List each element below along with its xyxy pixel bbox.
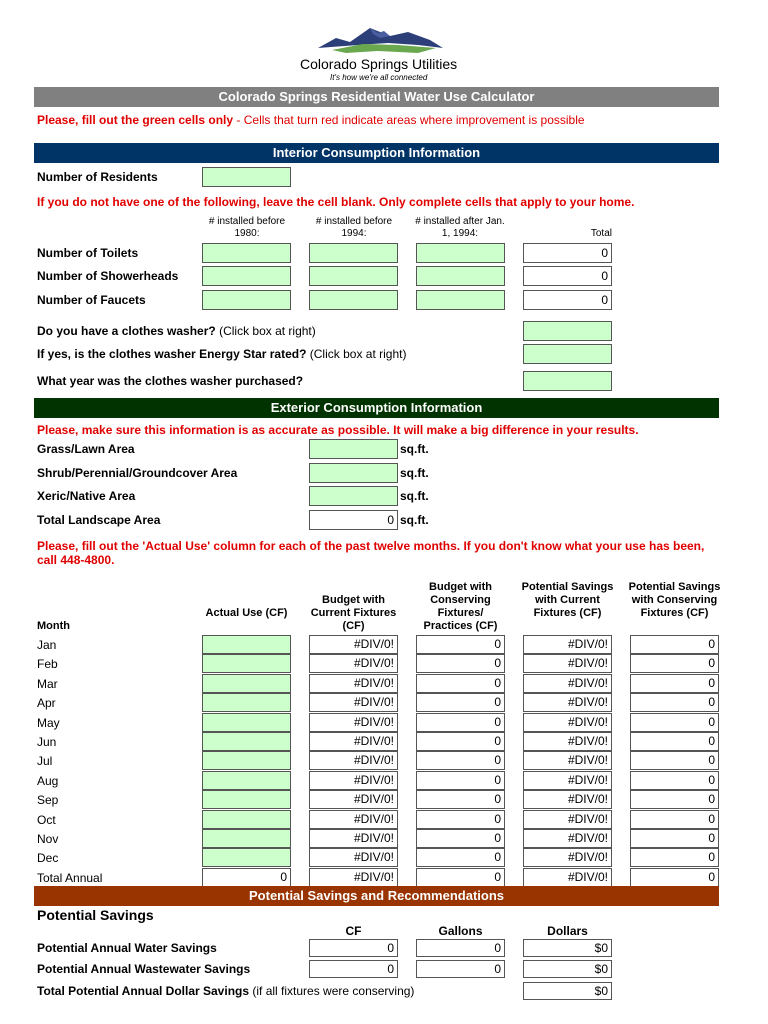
- budget-conserving-cell: 0: [416, 693, 505, 712]
- savings-current-cell: #DIV/0!: [523, 848, 612, 867]
- total-landscape-value: 0: [309, 510, 398, 530]
- budget-current-cell: #DIV/0!: [309, 713, 398, 732]
- month-label: Apr: [37, 696, 56, 710]
- showerheads-1994-input[interactable]: [309, 266, 398, 286]
- col-total: Total: [590, 228, 612, 239]
- savings-current-cell: #DIV/0!: [523, 829, 612, 848]
- savings-conserving-cell: 0: [630, 732, 719, 751]
- month-label: Mar: [37, 677, 58, 691]
- budget-current-cell: #DIV/0!: [309, 868, 398, 887]
- washer-year-question: What year was the clothes washer purchased?: [37, 374, 304, 388]
- wastewater-savings-cf: 0: [309, 960, 398, 978]
- savings-conserving-cell: 0: [630, 790, 719, 809]
- page-title: Colorado Springs Residential Water Use Calculator: [34, 87, 719, 107]
- savings-conserving-cell: 0: [630, 635, 719, 654]
- savings-conserving-cell: 0: [630, 829, 719, 848]
- residents-input[interactable]: [202, 167, 291, 187]
- toilets-label: Number of Toilets: [37, 246, 139, 260]
- faucets-total: 0: [523, 290, 612, 310]
- actual-use-input[interactable]: [202, 771, 291, 790]
- actual-use-input[interactable]: [202, 848, 291, 867]
- savings-dollars-header: Dollars: [547, 924, 588, 938]
- savings-current-cell: #DIV/0!: [523, 868, 612, 887]
- toilets-1994-input[interactable]: [309, 243, 398, 263]
- actual-use-input[interactable]: [202, 713, 291, 732]
- shrub-label: Shrub/Perennial/Groundcover Area: [37, 466, 238, 480]
- instruction-line: [37, 113, 585, 127]
- showerheads-1980-input[interactable]: [202, 266, 291, 286]
- budget-current-cell: #DIV/0!: [309, 771, 398, 790]
- actual-use-input[interactable]: [202, 732, 291, 751]
- budget-conserving-cell: 0: [416, 713, 505, 732]
- month-label: Jul: [37, 754, 53, 768]
- toilets-total: 0: [523, 243, 612, 263]
- residents-label: Number of Residents: [37, 170, 158, 184]
- savings-cf-header: CF: [345, 924, 362, 938]
- xeric-label: Xeric/Native Area: [37, 489, 136, 503]
- energy-star-question: If yes, is the clothes washer Energy Star rated? (Click box at right): [37, 347, 407, 361]
- usage-note: Please, fill out the 'Actual Use' column for each of the past twelve months. If you don't know what your use has been, call 448-4800.: [37, 539, 705, 567]
- budget-conserving-cell: 0: [416, 848, 505, 867]
- interior-note: If you do not have one of the following, leave the cell blank. Only complete cells that apply to your home.: [37, 195, 635, 209]
- faucets-1980-input[interactable]: [202, 290, 291, 310]
- savings-current-header: Potential Savings with Current Fixtures (CF): [521, 581, 614, 619]
- savings-subheader: Potential Savings: [37, 907, 154, 923]
- grass-input[interactable]: [309, 439, 398, 459]
- col-before-1994: # installed before 1994:: [315, 216, 393, 239]
- savings-conserving-cell: 0: [630, 771, 719, 790]
- showerheads-total: 0: [523, 266, 612, 286]
- col-before-1980: # installed before 1980:: [208, 216, 286, 239]
- savings-current-cell: #DIV/0!: [523, 693, 612, 712]
- water-savings-cf: 0: [309, 939, 398, 957]
- budget-current-cell: #DIV/0!: [309, 751, 398, 770]
- savings-current-cell: #DIV/0!: [523, 713, 612, 732]
- savings-conserving-cell: 0: [630, 810, 719, 829]
- logo-name: Colorado Springs Utilities: [300, 56, 458, 72]
- budget-conserving-cell: 0: [416, 829, 505, 848]
- savings-conserving-cell: 0: [630, 654, 719, 673]
- budget-conserving-cell: 0: [416, 810, 505, 829]
- faucets-label: Number of Faucets: [37, 293, 146, 307]
- budget-conserving-cell: 0: [416, 635, 505, 654]
- budget-current-cell: #DIV/0!: [309, 654, 398, 673]
- washer-input[interactable]: [523, 321, 612, 341]
- savings-current-cell: #DIV/0!: [523, 635, 612, 654]
- actual-use-header: Actual Use (CF): [205, 607, 288, 619]
- wastewater-savings-gallons: 0: [416, 960, 505, 978]
- savings-current-cell: #DIV/0!: [523, 790, 612, 809]
- actual-use-input[interactable]: [202, 635, 291, 654]
- shrub-input[interactable]: [309, 463, 398, 483]
- total-landscape-unit: sq.ft.: [400, 513, 429, 527]
- budget-current-cell: #DIV/0!: [309, 810, 398, 829]
- dollar-savings-total: $0: [523, 982, 612, 1000]
- wastewater-savings-label: Potential Annual Wastewater Savings: [37, 962, 251, 976]
- savings-conserving-cell: 0: [630, 713, 719, 732]
- water-savings-gallons: 0: [416, 939, 505, 957]
- toilets-after-input[interactable]: [416, 243, 505, 263]
- budget-conserving-cell: 0: [416, 751, 505, 770]
- actual-use-input[interactable]: [202, 693, 291, 712]
- budget-conserving-header: Budget with Conserving Fixtures/ Practices (CF): [423, 581, 498, 632]
- budget-current-cell: #DIV/0!: [309, 674, 398, 693]
- utility-logo: [300, 24, 490, 86]
- savings-current-cell: #DIV/0!: [523, 732, 612, 751]
- toilets-1980-input[interactable]: [202, 243, 291, 263]
- budget-current-cell: #DIV/0!: [309, 732, 398, 751]
- budget-current-cell: #DIV/0!: [309, 635, 398, 654]
- exterior-header: Exterior Consumption Information: [34, 398, 719, 418]
- budget-current-cell: #DIV/0!: [309, 693, 398, 712]
- savings-conserving-cell: 0: [630, 693, 719, 712]
- faucets-after-input[interactable]: [416, 290, 505, 310]
- budget-current-header: Budget with Current Fixtures (CF): [310, 594, 397, 632]
- showerheads-after-input[interactable]: [416, 266, 505, 286]
- water-savings-dollars: $0: [523, 939, 612, 957]
- savings-conserving-cell: 0: [630, 674, 719, 693]
- washer-year-input[interactable]: [523, 371, 612, 391]
- month-label: Dec: [37, 851, 59, 865]
- month-label: Total Annual: [37, 871, 103, 885]
- actual-use-input[interactable]: [202, 790, 291, 809]
- grass-unit: sq.ft.: [400, 442, 429, 456]
- savings-current-cell: #DIV/0!: [523, 751, 612, 770]
- shrub-unit: sq.ft.: [400, 466, 429, 480]
- energy-star-input[interactable]: [523, 344, 612, 364]
- grass-label: Grass/Lawn Area: [37, 442, 135, 456]
- savings-conserving-header: Potential Savings with Conserving Fixtures (CF): [628, 581, 721, 619]
- savings-conserving-cell: 0: [630, 848, 719, 867]
- budget-conserving-cell: 0: [416, 868, 505, 887]
- budget-conserving-cell: 0: [416, 771, 505, 790]
- month-label: Feb: [37, 657, 58, 671]
- instruction-bold: Please, fill out the green cells only: [37, 113, 234, 127]
- budget-conserving-cell: 0: [416, 790, 505, 809]
- actual-use-input[interactable]: [202, 674, 291, 693]
- wastewater-savings-dollars: $0: [523, 960, 612, 978]
- savings-conserving-cell: 0: [630, 751, 719, 770]
- budget-current-cell: #DIV/0!: [309, 829, 398, 848]
- savings-header: Potential Savings and Recommendations: [34, 886, 719, 906]
- budget-current-cell: #DIV/0!: [309, 790, 398, 809]
- savings-current-cell: #DIV/0!: [523, 810, 612, 829]
- showerheads-label: Number of Showerheads: [37, 269, 179, 283]
- exterior-note: Please, make sure this information is as accurate as possible. It will make a big difference in your results.: [37, 423, 639, 437]
- savings-current-cell: #DIV/0!: [523, 674, 612, 693]
- faucets-1994-input[interactable]: [309, 290, 398, 310]
- savings-current-cell: #DIV/0!: [523, 654, 612, 673]
- month-label: Jun: [37, 735, 57, 749]
- water-savings-label: Potential Annual Water Savings: [37, 941, 217, 955]
- savings-current-cell: #DIV/0!: [523, 771, 612, 790]
- logo-tagline: It's how we're all connected: [330, 73, 428, 82]
- month-col-header: Month: [37, 620, 70, 632]
- budget-conserving-cell: 0: [416, 674, 505, 693]
- budget-conserving-cell: 0: [416, 732, 505, 751]
- actual-use-input[interactable]: [202, 751, 291, 770]
- instruction-rest: - Cells that turn red indicate areas where improvement is possible: [233, 113, 585, 127]
- actual-use-input[interactable]: [202, 654, 291, 673]
- actual-use-total: 0: [202, 868, 291, 887]
- month-label: Nov: [37, 832, 59, 846]
- xeric-unit: sq.ft.: [400, 489, 429, 503]
- dollar-savings-label: Total Potential Annual Dollar Savings (if all fixtures were conserving): [37, 984, 415, 998]
- budget-current-cell: #DIV/0!: [309, 848, 398, 867]
- total-landscape-label: Total Landscape Area: [37, 513, 161, 527]
- actual-use-input[interactable]: [202, 829, 291, 848]
- month-label: May: [37, 716, 60, 730]
- interior-header: Interior Consumption Information: [34, 143, 719, 163]
- washer-question: Do you have a clothes washer? (Click box at right): [37, 324, 316, 338]
- month-label: Jan: [37, 638, 57, 652]
- actual-use-input[interactable]: [202, 810, 291, 829]
- month-label: Oct: [37, 813, 56, 827]
- col-after-1994: # installed after Jan. 1, 1994:: [415, 216, 505, 239]
- budget-conserving-cell: 0: [416, 654, 505, 673]
- month-label: Sep: [37, 793, 59, 807]
- savings-gallons-header: Gallons: [438, 924, 483, 938]
- mountain-logo-icon: [318, 26, 443, 56]
- xeric-input[interactable]: [309, 486, 398, 506]
- month-label: Aug: [37, 774, 59, 788]
- savings-conserving-cell: 0: [630, 868, 719, 887]
